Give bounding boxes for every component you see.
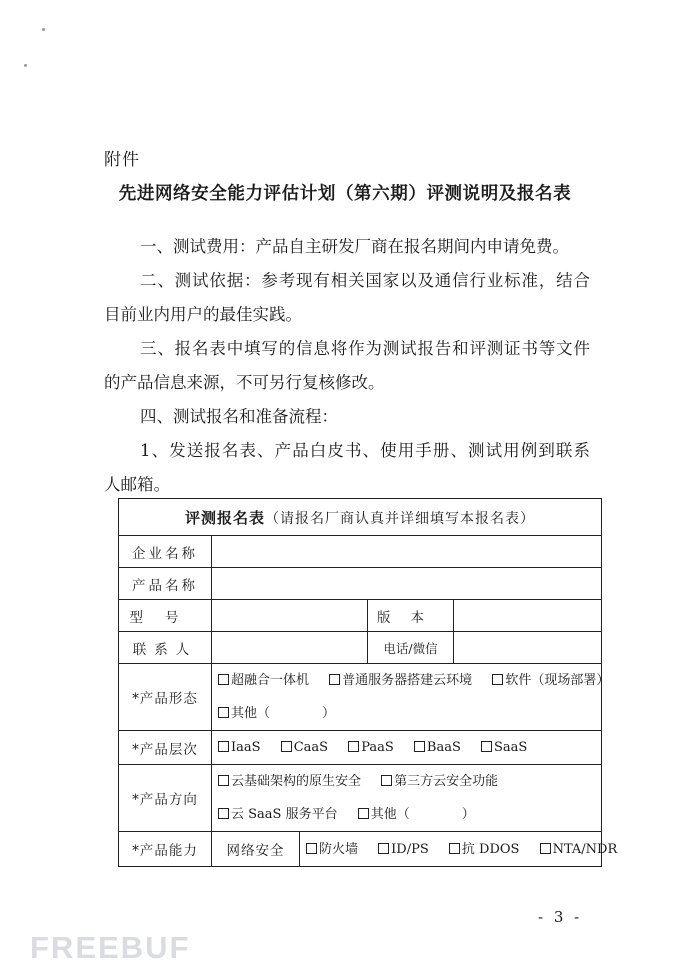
product-direction-label: *产品方向	[119, 765, 212, 832]
checkbox-software[interactable]: 软件（现场部署）	[492, 673, 617, 688]
product-form-options	[212, 664, 610, 731]
checkbox-square-icon	[329, 674, 340, 685]
contact-label: 联系人	[119, 632, 212, 664]
checkbox-cloud-native-security[interactable]: 云基础架构的原生安全	[218, 774, 369, 789]
checkbox-square-icon	[348, 741, 359, 752]
checkbox-anti-ddos[interactable]: 抗 DDOS	[449, 842, 528, 857]
network-security-label: 网络安全	[212, 832, 300, 867]
checkbox-square-icon	[358, 808, 369, 819]
checkbox-square-icon	[449, 843, 460, 854]
product-capability-options	[300, 832, 618, 867]
registration-form-table	[118, 498, 618, 867]
form-header	[119, 499, 602, 536]
scan-speck	[24, 64, 27, 67]
product-form-label: *产品形态	[119, 664, 212, 731]
checkbox-square-icon	[414, 741, 425, 752]
checkbox-firewall[interactable]: 防火墙	[306, 842, 366, 857]
checkbox-caas[interactable]: CaaS	[281, 740, 336, 755]
checkbox-general-server-cloud[interactable]: 普通服务器搭建云环境	[329, 673, 480, 688]
watermark-logo: FREEBUF	[30, 930, 191, 965]
model-field[interactable]	[212, 600, 368, 632]
checkbox-id-ps[interactable]: ID/PS	[378, 842, 437, 857]
product-direction-options	[212, 765, 602, 832]
paragraph-info-source: 三、报名表中填写的信息将作为测试报告和评测证书等文件 的产品信息来源，不可另行复核修改。	[104, 339, 590, 392]
checkbox-square-icon	[218, 674, 229, 685]
checkbox-iaas[interactable]: IaaS	[218, 740, 269, 755]
checkbox-third-party-cloud-security[interactable]: 第三方云安全功能	[381, 774, 506, 789]
product-name-label: 产品名称	[119, 568, 212, 600]
checkbox-square-icon	[218, 707, 229, 718]
product-layer-options	[212, 731, 602, 765]
product-layer-label: *产品层次	[119, 731, 212, 765]
page-number: - 3 -	[538, 908, 583, 926]
company-name-label: 企业名称	[119, 536, 212, 568]
attachment-label: 附件	[104, 150, 140, 170]
checkbox-square-icon	[381, 775, 392, 786]
product-capability-label: *产品能力	[119, 832, 212, 867]
checkbox-square-icon	[481, 741, 492, 752]
checkbox-square-icon	[218, 741, 229, 752]
checkbox-square-icon	[218, 808, 229, 819]
checkbox-other-direction[interactable]: 其他（ ）	[358, 807, 483, 822]
checkbox-baas[interactable]: BaaS	[414, 740, 469, 755]
model-label: 型号	[119, 600, 212, 632]
paragraph-process: 四、测试报名和准备流程：	[140, 407, 338, 426]
contact-field[interactable]	[212, 632, 368, 664]
form-subtitle: （请报名厂商认真并详细填写本报名表）	[265, 510, 536, 527]
phone-wechat-label: 电话/微信	[368, 632, 454, 664]
checkbox-square-icon	[306, 843, 317, 854]
document-title: 先进网络安全能力评估计划（第六期）评测说明及报名表	[118, 184, 572, 204]
checkbox-hyperconverged[interactable]: 超融合一体机	[218, 673, 317, 688]
checkbox-square-icon	[281, 741, 292, 752]
checkbox-square-icon	[378, 843, 389, 854]
checkbox-paas[interactable]: PaaS	[348, 740, 402, 755]
checkbox-square-icon	[218, 775, 229, 786]
checkbox-saas[interactable]: SaaS	[481, 740, 535, 755]
paragraph-fee: 一、测试费用：产品自主研发厂商在报名期间内申请免费。	[140, 237, 569, 256]
paragraph-basis: 二、测试依据：参考现有相关国家以及通信行业标准，结合 目前业内用户的最佳实践。	[104, 271, 590, 324]
checkbox-nta-ndr[interactable]: NTA/NDR	[540, 842, 626, 857]
phone-wechat-field[interactable]	[454, 632, 602, 664]
product-name-field[interactable]	[212, 568, 602, 600]
checkbox-square-icon	[540, 843, 551, 854]
version-field[interactable]	[454, 600, 602, 632]
paragraph-step-1: 1、发送报名表、产品白皮书、使用手册、测试用例到联系 人邮箱。	[104, 441, 590, 494]
checkbox-square-icon	[492, 674, 503, 685]
version-label: 版本	[368, 600, 454, 632]
scan-speck	[42, 28, 45, 31]
form-title: 评测报名表	[185, 508, 266, 527]
checkbox-other-form[interactable]: 其他（ ）	[218, 706, 343, 721]
checkbox-cloud-saas-platform[interactable]: 云 SaaS 服务平台	[218, 807, 346, 822]
company-name-field[interactable]	[212, 536, 602, 568]
